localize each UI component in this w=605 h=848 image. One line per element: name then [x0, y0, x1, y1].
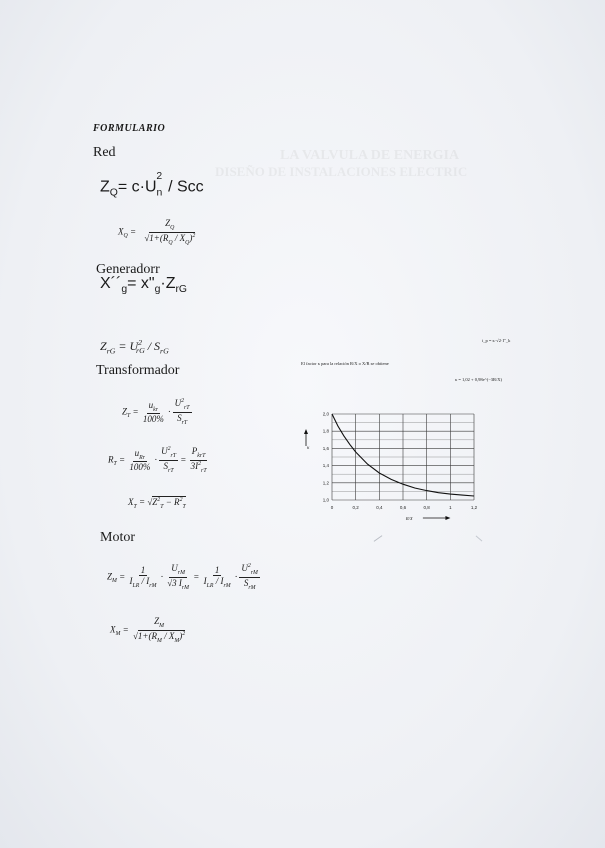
x-tick-label: 0,8 [423, 505, 430, 510]
y-tick-label: 1,8 [322, 428, 329, 434]
formula-xg: $X´´_g=$ $x"_g\cdot Z_{rG}$ [100, 275, 188, 296]
formula-zq: $Z_Q= c\cdot U_n^2/$ Scc [100, 171, 204, 199]
y-tick-label: 1,0 [322, 497, 329, 503]
x-tick-label: 0,6 [399, 505, 407, 510]
x-axis-arrowhead [445, 516, 450, 520]
x-tick-label: 0 [330, 505, 334, 510]
y-tick-label: 1,2 [322, 480, 329, 486]
chart-caption: El factor κ para la relación R/X o X/R se obtiene [301, 361, 389, 366]
ghost-text-1: LA VALVULA DE ENERGIA [280, 148, 460, 163]
x-tick-label: 0,4 [376, 505, 383, 510]
formula-zm: $Z_M$ = $\frac{1}{I_{LR} / I_{rM}}$ · $\frac{U_{rM}}{√3 I_{rM}}$ = $\frac{1}{I_{LR} / I_{rM}}$ · $\frac{U^2_{rM}}{S_{rM}}$ [107, 563, 258, 591]
y-axis-arrowhead [304, 429, 308, 434]
formula-zrg: $Z_{rG} = U^2_{rG} / S_{rG}$ [100, 338, 169, 356]
y-tick-label: 2,0 [322, 411, 329, 417]
formula-xq: $X_Q$ = $\frac{Z_Q}{√1+(R_Q / X_Q)^2}$ [118, 218, 196, 246]
x-axis-label: R/X [405, 516, 413, 521]
formula-rt: $R_T$ = $\frac{u_{Rr}}{100\%}$ · $\frac{U^2_{rT}}{S_{rT}}$ = $\frac{P_{krT}}{3I^2_{rT}}$ [108, 446, 207, 474]
formula-zt: $Z_T$ = $\frac{u_{kr}}{100\%}$ · $\frac{U^2_{rT}}{S_{rT}}$ [122, 398, 190, 426]
ip-formula: i_p = κ·√2·I"_k [482, 338, 511, 343]
section-red: Red [93, 145, 116, 160]
section-generador: Generadorr [96, 262, 160, 277]
page-title: FORMULARIO [93, 123, 166, 134]
x-tick-label: 1 [449, 505, 452, 510]
x-tick-label: 0,2 [352, 505, 359, 510]
x-tick-label: 1,2 [470, 505, 478, 510]
kappa-formula: κ = 1,02 + 0,98e^(−3R/X) [455, 377, 502, 382]
y-axis-label: κ [307, 446, 310, 451]
y-tick-label: 1,6 [322, 445, 329, 451]
ghost-text-2: DISEÑO DE INSTALACIONES ELECTRIC [215, 164, 468, 179]
section-transformador: Transformador [96, 363, 180, 378]
kappa-chart [290, 400, 500, 540]
y-tick-label: 1,4 [322, 463, 329, 469]
section-motor: Motor [100, 530, 135, 545]
formula-xm: $X_M$ = $\frac{Z_M}{√1+(R_M / X_M)^2}$ [110, 616, 186, 644]
formula-xt: $X_T = √Z^2_T - R^2_T$ [128, 497, 186, 510]
